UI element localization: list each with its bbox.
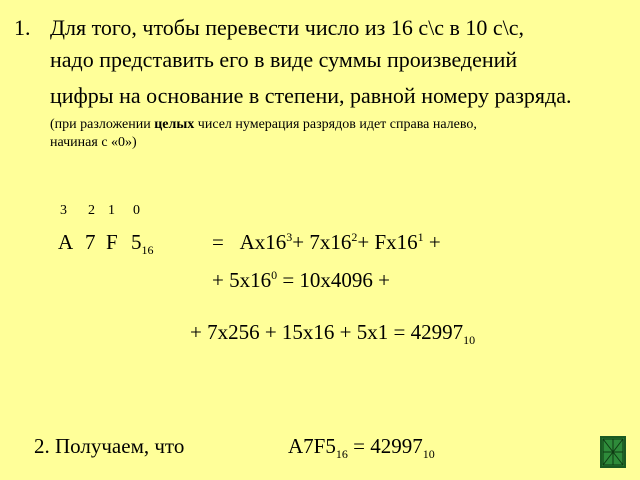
item2-rhs: = 42997 xyxy=(347,434,423,458)
note-text-2: чисел нумерация разрядов идет справа налево, xyxy=(194,117,477,132)
hex-digit-f: F xyxy=(106,230,118,254)
item2-lead: 2. Получаем, что xyxy=(34,434,185,458)
hex-base: 16 xyxy=(141,243,154,258)
note-bold: целых xyxy=(154,117,195,132)
item1-line3: цифры на основание в степени, равной номеру разряда. xyxy=(50,83,572,108)
item1-line1: Для того, чтобы перевести число из 16 с\с в 10 с\с, xyxy=(50,15,525,40)
term-result-start: = 10x4096 + xyxy=(277,268,391,292)
expansion-line2 xyxy=(212,268,390,293)
decimal-base: 10 xyxy=(463,333,476,348)
term-f-exp: 1 xyxy=(417,230,424,244)
expansion-line1 xyxy=(212,230,441,255)
hex-digit-5-value: 5 xyxy=(131,230,142,254)
position-label-1: 1 xyxy=(108,203,115,218)
item1-note-line2: начиная с «0») xyxy=(50,135,137,150)
nav-button[interactable] xyxy=(600,436,626,468)
item2-result xyxy=(288,434,435,462)
item2-lhs-base: 16 xyxy=(335,447,348,462)
item1-line2: надо представить его в виде суммы произведений xyxy=(50,47,518,72)
item1-note xyxy=(50,116,477,134)
position-label-3: 3 xyxy=(60,203,67,218)
hex-digit-a: A xyxy=(58,230,74,254)
term-5-exp: 0 xyxy=(271,268,278,282)
note-text-1: (при разложении xyxy=(50,117,155,132)
grid-icon xyxy=(602,438,624,466)
hex-digit-7: 7 xyxy=(85,230,96,254)
term-f: + Fx16 xyxy=(357,230,418,254)
term-5: + 5x16 xyxy=(212,268,272,292)
position-label-2: 2 xyxy=(88,203,95,218)
expansion-line3-text: + 7x256 + 15x16 + 5x1 = 42997 xyxy=(190,320,464,344)
term-7-exp: 2 xyxy=(351,230,358,244)
position-label-0: 0 xyxy=(133,203,140,218)
item2-lhs: A7F5 xyxy=(288,434,336,458)
item2-rhs-base: 10 xyxy=(422,447,435,462)
equals-sign: = xyxy=(212,230,224,254)
term-a-exp: 3 xyxy=(286,230,293,244)
term-a: Ax16 xyxy=(239,230,287,254)
item1-number: 1. xyxy=(14,15,31,40)
term-plus: + xyxy=(423,230,441,254)
term-7: + 7x16 xyxy=(292,230,352,254)
expansion-line3 xyxy=(190,320,476,348)
hex-digit-5 xyxy=(131,230,154,258)
